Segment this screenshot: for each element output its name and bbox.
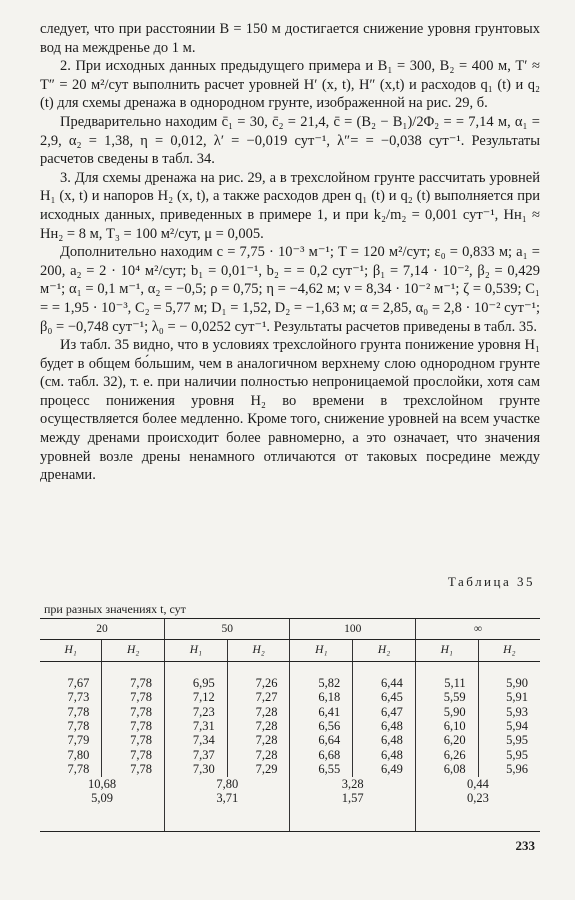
table-cell: 6,48 [353,748,416,762]
table-cell: 7,29 [227,762,290,776]
summary-cell: 0,44 [415,777,540,791]
table-cell: 5,82 [290,661,353,690]
table-cell: 7,30 [165,762,228,776]
table-cell: 7,78 [102,762,165,776]
table-cell: 7,79 [67,733,90,748]
table-cell: 7,28 [227,719,290,733]
table-cell: 6,68 [290,748,353,762]
table-cell: 5,93 [478,705,540,719]
table-cell: 7,78 [102,719,165,733]
table-cell: 7,78 [102,661,165,690]
table-cell: 5,11 [415,661,478,690]
table-cell: 5,95 [478,748,540,762]
table-cell: 7,23 [165,705,228,719]
table-cell: 6,10 [415,719,478,733]
column-header: H₂ [353,640,416,661]
paragraph: 2. При исходных данных предыдущего примера и B₁ = 300, B₂ = 400 м, T′ ≈ T″ = 20 м²/сут выполнить расчет уровней H′ (x, t), H″ (x,t) и расходов q₁ (t) и q₂ (t) для схемы дренажа в однородном грунте, изображенной на рис. 29, б. [40,58,540,112]
table-cell: 6,55 [290,762,353,776]
table-cell: 6,08 [415,762,478,776]
paragraph: 3. Для схемы дренажа на рис. 29, а в трехслойном грунте рассчитать уровней H₁ (x, t) и напоров H₂ (x, t), а также расходов дрен q₁ (t) и q₂ (t) выполняется при исходных данных, приведенных в примере 1, и при k₂/m₂ = 0,001 сут⁻¹, Hн₁ ≈ Hн₂ = 8 м, T₃ = 100 м²/сут, μ = 0,005. [40,169,540,242]
table-row [40,719,540,733]
table-cell: 7,78 [102,705,165,719]
page-number: 233 [515,838,535,853]
table-cell: 6,56 [290,719,353,733]
table-cell: 6,47 [353,705,416,719]
table-cell: 7,34 [165,733,228,747]
table-cell: 6,95 [165,661,228,690]
table-cell: 5,90 [478,661,540,690]
table-cell: 6,45 [353,690,416,704]
paragraph: Из табл. 35 видно, что в условиях трехслойного грунта понижение уровня H₁ будет в общем бо́льшим, чем в аналогичном верхнему слою однородном грунте (см. табл. 32), т. е. при наличии полностью непроницаемой прослойки, хотя сам процесс понижения уровня H₂ во времени в трехслойном грунте осуществляется более медленно. Кроме того, снижение уровней на всем участке между дренами происходит более равномерно, а это означает, что значения уровней возле дрены ненамного отличаются от таковых посредине между дренами. [40,337,540,484]
table-cell: 5,90 [415,705,478,719]
group-header: 20 [40,619,165,640]
column-header: H₂ [102,640,165,661]
table-cell: 7,12 [165,690,228,704]
table-cell: 7,78 [67,762,90,777]
summary-cell: 3,71 [165,791,290,832]
table-row [40,748,540,762]
paragraph: Дополнительно находим c = 7,75 · 10⁻³ м⁻¹; T = 120 м²/сут; ε₀ = 0,833 м; a₁ = 200, a₂ = 2 · 10⁴ м²/сут; b₁ = 0,01⁻¹, b₂ = = 0,2 сут⁻¹; β₁ = 7,14 · 10⁻², β₂ = 0,429 м⁻¹; α₁ = 0,1 м⁻¹, α₂ = −0,5; ρ = 0,75; η = −4,62 м; ν = 8,34 · 10⁻² м⁻¹; ζ = 0,539; C₁ = = 1,95 · 10⁻³, C₂ = 5,77 м; D₁ = 1,52, D₂ = −1,63 м; α = 2,85, α₀ = 2,8 · 10⁻² сут⁻¹; β₀ = −0,748 сут⁻¹; λ₀ = − 0,0252 сут⁻¹. Результаты расчетов приведены в табл. 35. [40,244,540,335]
paragraph: следует, что при расстоянии B = 150 м достигается снижение уровня грунтовых вод на междренье до 1 м. [40,21,540,56]
table-cell: 7,27 [227,690,290,704]
table-row [40,661,540,690]
summary-cell: 5,09 [40,791,165,832]
column-header: H₁ [415,640,478,661]
group-header: ∞ [415,619,540,640]
table-cell: 7,28 [227,748,290,762]
table-cell: 7,31 [165,719,228,733]
column-header: H₂ [478,640,540,661]
table-cell: 6,49 [353,762,416,776]
table-cell: 7,67 [67,675,90,690]
summary-cell: 7,80 [165,777,290,791]
data-table [40,618,540,832]
table-subheader: при разных значениях t, сут [44,602,186,616]
table-cell: 7,28 [227,705,290,719]
table-cell: 6,20 [415,733,478,747]
summary-cell: 0,23 [415,791,540,832]
table-cell: 5,59 [415,690,478,704]
table-cell: 5,95 [478,733,540,747]
table-cell: 5,94 [478,719,540,733]
table-cell: 7,78 [67,719,90,734]
table-cell: 6,26 [415,748,478,762]
column-header: H₁ [165,640,228,661]
summary-cell: 3,28 [290,777,415,791]
table-cell: 7,37 [165,748,228,762]
table-row [40,762,540,776]
group-header: 50 [165,619,290,640]
table-cell: 6,18 [290,690,353,704]
paragraph: Предварительно находим c̄₁ = 30, c̄₂ = 21,4, c̄ = (B₂ − B₁)/2Φ₂ = = 7,14 м, α₁ = 2,9, α₂ = 1,38, η = 0,012, λ′ = −0,019 сут⁻¹, λ″= = −0,038 сут⁻¹. Результаты расчетов сведены в табл. 34. [40,113,540,168]
table-cell: 6,48 [353,733,416,747]
table-row [40,690,540,704]
table-cell: 7,80 [67,747,90,762]
table-row [40,733,540,747]
table-cell: 6,41 [290,705,353,719]
group-header: 100 [290,619,415,640]
summary-cell: 1,57 [290,791,415,832]
table-cell: 7,78 [102,733,165,747]
table-cell: 7,28 [227,733,290,747]
table-cell: 7,26 [227,661,290,690]
summary-cell: 10,68 [87,776,117,791]
table-caption: Таблица 35 [447,574,535,589]
column-header: H₁ [40,640,102,661]
table-cell: 7,78 [67,704,90,719]
summary-row [40,777,540,791]
table-cell: 7,78 [102,748,165,762]
body-text [40,20,540,485]
table-cell: 5,91 [478,690,540,704]
table-row [40,705,540,719]
table-cell: 6,44 [353,661,416,690]
table-cell: 7,73 [67,690,90,705]
table-cell: 6,64 [290,733,353,747]
summary-row [40,791,540,832]
column-header: H₂ [227,640,290,661]
table-cell: 6,48 [353,719,416,733]
column-header: H₁ [290,640,353,661]
table-cell: 7,78 [102,690,165,704]
table-cell: 5,96 [478,762,540,776]
